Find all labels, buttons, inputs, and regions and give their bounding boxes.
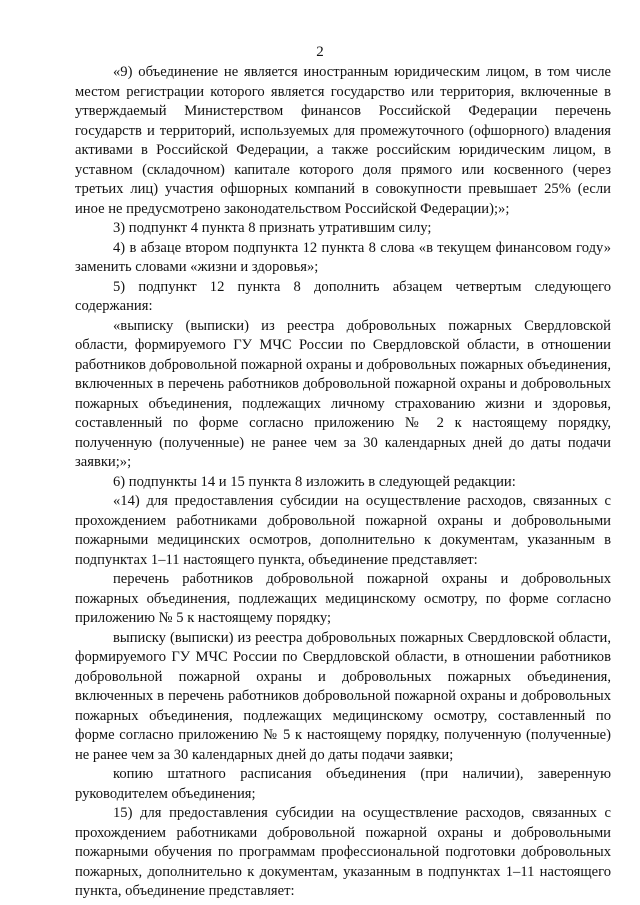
paragraph: 6) подпункты 14 и 15 пункта 8 изложить в следующей редакции: bbox=[113, 473, 516, 490]
paragraph: 15) для предоставления субсидии на осуществление расходов, связанных с прохождением работниками добровольной пожарной охраны и добровольными пожарными обучения по программам профессиональной подготовки добровольных пожарных, дополнительно к документам, указанным в подпунктах 1–11 настоящего пункта, объединение представляет: bbox=[75, 805, 611, 899]
paragraph: копию штатного расписания объединения (при наличии), заверенную руководителем объединения; bbox=[75, 766, 611, 802]
paragraph: «9) объединение не является иностранным юридическим лицом, в том числе местом регистрации которого является государство или территория, включенные в утверждаемый Министерством финансов Российской Федерации перечень государств и территорий, используемых для промежуточного (офшорного) владения активами в Российской Федерации, а также российским юридическим лицом, в уставном (складочном) капитале которого доля прямого или косвенного (через третьих лиц) участия офшорных компаний в совокупности превышает 25% (если иное не предусмотрено законодательством Российской Федерации);»; bbox=[75, 64, 611, 217]
paragraph: «выписку (выписки) из реестра добровольных пожарных Свердловской области, формируемого ГУ МЧС России по Свердловской области, в отношении работников добровольной пожарной охраны и добровольных пожарных объединения, включенных в перечень работников добровольной пожарной охраны и добровольных пожарных объединения, подлежащих личному страхованию жизни и здоровья, составленный по форме согласно приложению № 2 к настоящему порядку, полученную (полученные) не ранее чем за 30 календарных дней до даты подачи заявки;»; bbox=[75, 317, 611, 470]
paragraph: 4) в абзаце втором подпункта 12 пункта 8 слова «в текущем финансовом году» заменить словами «жизни и здоровья»; bbox=[75, 239, 611, 275]
paragraph: 3) подпункт 4 пункта 8 признать утратившим силу; bbox=[113, 220, 432, 236]
paragraph: выписку (выписки) из реестра добровольных пожарных Свердловской области, формируемого ГУ МЧС России по Свердловской области, в отношении работников добровольной пожарной охраны и добровольных пожарных объединения, включенных в перечень работников добровольной пожарной охраны и добровольных пожарных объединения, подлежащих медицинскому осмотру, составленный по форме согласно приложению № 5 к настоящему порядку, полученную (полученные) не ранее чем за 30 календарных дней до даты подачи заявки; bbox=[75, 629, 611, 763]
paragraph: 5) подпункт 12 пункта 8 дополнить абзацем четвертым следующего содержания: bbox=[75, 278, 611, 314]
paragraph: «14) для предоставления субсидии на осуществление расходов, связанных с прохождением работниками добровольной пожарной охраны и добровольными пожарными медицинских осмотров, дополнительно к документам, указанным в подпунктах 1–11 настоящего пункта, объединение представляет: bbox=[75, 493, 611, 568]
paragraph: перечень работников добровольной пожарной охраны и добровольных пожарных объединения, подлежащих медицинскому осмотру, по форме согласно приложению № 5 к настоящему порядку; bbox=[75, 571, 611, 626]
page-number: 2 bbox=[316, 44, 324, 60]
document-body bbox=[75, 63, 611, 902]
